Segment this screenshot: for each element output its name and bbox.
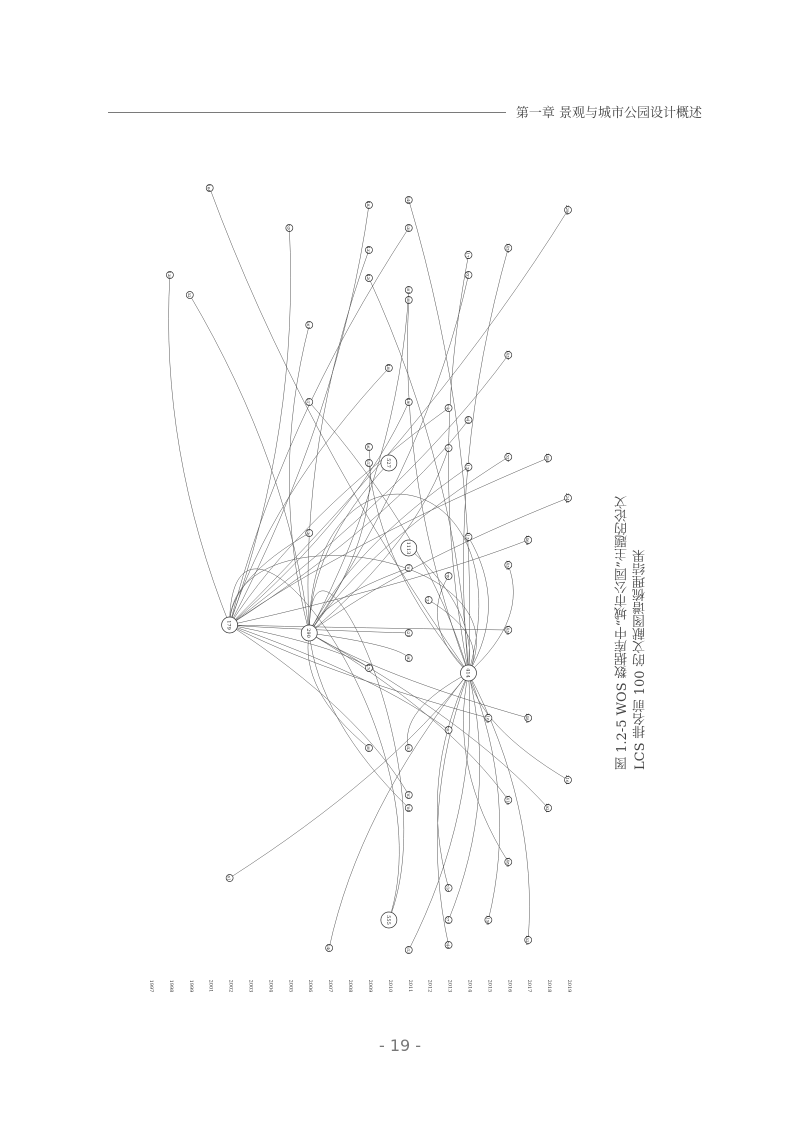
node-id-label: 601 (405, 286, 411, 294)
node-id-label: 871 (445, 916, 451, 924)
node-id-label: 1190 (485, 914, 491, 926)
node-id-label: 408 (385, 364, 391, 372)
node-id-label: 844 (445, 941, 451, 949)
node-id-label: 692 (405, 654, 411, 662)
node-id-label: 261 (306, 321, 312, 329)
node-id-label: 803 (445, 726, 451, 734)
year-label: 2003 (247, 979, 254, 993)
node-id-label: 733 (425, 596, 431, 604)
year-label: 2004 (267, 979, 274, 993)
node-id-label: 2244 (565, 492, 570, 504)
node-id-label: 240 (326, 944, 332, 952)
node-id-label: 179 (225, 620, 232, 630)
year-label: 2019 (566, 979, 572, 993)
node-id-label: 1437 (505, 349, 511, 361)
node-id-label: 320 (286, 224, 292, 232)
node-id-label: 414 (464, 668, 471, 678)
node-id-label: 420 (365, 274, 371, 282)
caption-line-2: LCS 排名前 100 的文献图谱梳理结果 (633, 549, 648, 770)
node-id-label: 499 (405, 398, 411, 406)
node-id-label: 2290 (565, 204, 570, 216)
year-label: 2013 (446, 979, 453, 993)
citation-edge (230, 458, 548, 625)
node-id-label: 780 (445, 572, 451, 580)
citation-edge (409, 673, 470, 950)
citation-edge (230, 555, 477, 673)
node-id-label: 1492 (545, 452, 551, 464)
node-id-label: 1171 (465, 249, 471, 261)
node-id-label: 1120 (465, 461, 471, 473)
node-id-label: 2161 (565, 774, 570, 786)
node-id-label: 1163 (485, 712, 491, 724)
citation-edge (468, 537, 488, 673)
node-id-label: 563 (365, 443, 371, 451)
citation-edge (230, 210, 568, 625)
node-id-label: 1133 (465, 531, 471, 543)
citation-edge (309, 447, 370, 633)
citation-edge (230, 355, 509, 625)
citation-edge (329, 673, 468, 948)
citation-network-graph (140, 170, 600, 1000)
citation-edge (468, 565, 513, 673)
citation-edge (468, 673, 568, 780)
node-id-label: 1430 (505, 624, 511, 636)
citation-edge (230, 625, 409, 633)
year-label: 1997 (148, 979, 154, 993)
citation-edge (230, 540, 529, 625)
running-header (108, 96, 702, 122)
node-id-label: 818 (445, 884, 451, 892)
year-label: 2015 (486, 979, 493, 993)
year-label: 2011 (406, 979, 413, 993)
caption-line-1: 图 1.2-5 WOS 数据库中“城市公园”主题的论文 (615, 496, 630, 770)
node-id-label: 1113 (404, 541, 411, 555)
node-id-label: 236 (306, 529, 312, 537)
node-id-label: 701 (405, 564, 411, 572)
node-id-label: 512 (365, 459, 371, 467)
node-id-label: 702 (405, 791, 411, 799)
node-id-label: 941 (465, 416, 471, 424)
year-label: 2007 (327, 979, 334, 993)
node-id-label: 1527 (505, 451, 511, 463)
year-label: 2018 (546, 979, 553, 993)
year-label: 2014 (466, 979, 473, 993)
citation-edge (309, 633, 409, 808)
year-label: 2012 (426, 979, 433, 993)
citation-edge (230, 569, 400, 920)
citation-edge (449, 673, 480, 920)
node-id-label: 1410 (505, 794, 511, 806)
figure-caption (614, 440, 660, 770)
citation-edge (309, 494, 479, 673)
node-id-label: 290 (305, 628, 312, 638)
citation-edge (308, 250, 369, 633)
citation-edge (230, 368, 389, 625)
header-rule (108, 112, 506, 113)
year-label: 1999 (187, 979, 194, 993)
year-label: 2005 (287, 979, 294, 993)
year-label: 2002 (227, 979, 234, 993)
node-id-label: 138 (166, 271, 172, 279)
node-id-label: 61 (226, 875, 232, 881)
node-id-label: 608 (405, 296, 411, 304)
node-id-label: 470 (365, 664, 371, 672)
citation-edge (409, 548, 470, 673)
citation-edge (230, 625, 369, 668)
node-id-label: 555 (384, 915, 391, 925)
node-id-label: 1485 (525, 712, 531, 724)
chapter-title: 第一章 景观与城市公园设计概述 (515, 106, 702, 121)
node-id-label: 217 (306, 398, 312, 406)
node-id-label: 704 (405, 804, 411, 812)
node-id-label: 1523 (525, 934, 531, 946)
citation-edge (169, 275, 230, 625)
year-label: 2009 (366, 979, 373, 993)
year-label: 2016 (506, 979, 513, 993)
node-id-label: 1469 (525, 534, 531, 546)
node-id-label: 1921 (545, 802, 551, 814)
node-id-label: 621 (405, 629, 411, 637)
node-id-label: 164 (206, 184, 212, 192)
node-id-label: 1480 (505, 856, 511, 868)
node-id-label: 538 (405, 224, 411, 232)
citation-network-figure (140, 170, 600, 1000)
node-id-label: 952 (465, 271, 471, 279)
node-id-label: 483 (365, 201, 371, 209)
citation-edge (369, 278, 469, 673)
page-number: - 19 - (378, 1036, 422, 1055)
node-id-label: 1438 (505, 559, 511, 571)
citation-edge (309, 498, 568, 633)
year-label: 2006 (307, 979, 314, 993)
node-id-label: 544 (405, 196, 411, 204)
node-id-label: 740 (445, 404, 451, 412)
node-id-label: 653 (405, 744, 411, 752)
node-id-label: 527 (384, 458, 391, 468)
citation-edge (309, 591, 404, 920)
year-label: 2008 (347, 979, 354, 993)
citation-edge (230, 673, 469, 878)
node-id-label: 432 (365, 246, 371, 254)
year-label: 2010 (386, 979, 393, 993)
citation-edge (468, 673, 499, 920)
year-label: 2017 (526, 979, 533, 993)
citation-edge (230, 625, 409, 795)
year-label: 2001 (207, 979, 214, 993)
node-id-label: 613 (405, 946, 411, 954)
node-id-label: 52 (186, 292, 192, 298)
year-label: 1998 (167, 979, 174, 993)
citation-edge (437, 673, 468, 945)
citation-edge (309, 568, 409, 633)
node-id-label: 715 (445, 444, 451, 452)
node-id-label: 1457 (505, 242, 511, 254)
citation-edge (309, 633, 528, 718)
citation-edge (309, 633, 409, 658)
citation-edge (230, 228, 409, 625)
node-id-label: 609 (365, 744, 371, 752)
citation-edge (230, 228, 291, 625)
